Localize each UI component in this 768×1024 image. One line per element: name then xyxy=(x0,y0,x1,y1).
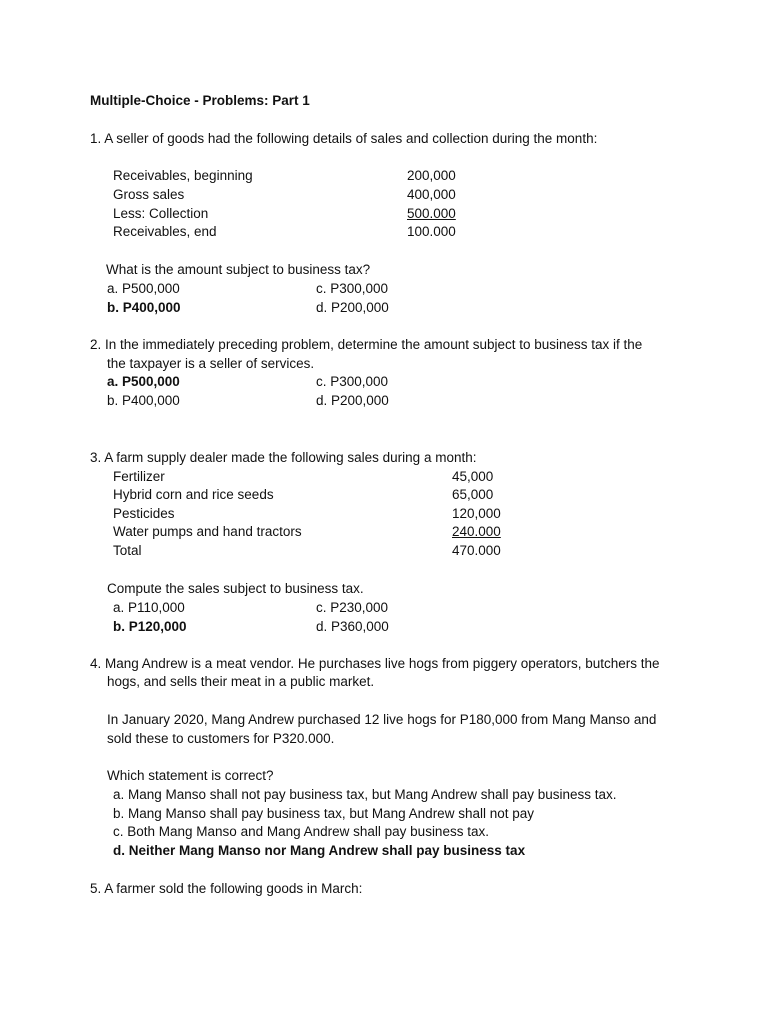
q3-row-label: Fertilizer xyxy=(113,469,165,484)
q4-para-line2: sold these to customers for P320.000. xyxy=(107,731,335,746)
q4-choice-b: b. Mang Manso shall pay business tax, but Mang Andrew shall not pay xyxy=(113,806,534,821)
q4-stem-line2: hogs, and sells their meat in a public market. xyxy=(107,674,375,689)
q4-choice-c: c. Both Mang Manso and Mang Andrew shall pay business tax. xyxy=(113,824,489,839)
q2-stem-line1: 2. In the immediately preceding problem, determine the amount subject to business tax if the xyxy=(90,337,643,352)
q3-stem: 3. A farm supply dealer made the following sales during a month: xyxy=(90,450,477,465)
q1-choice-b-answer: b. P400,000 xyxy=(107,300,181,315)
q3-row-value: 65,000 xyxy=(452,487,494,502)
q3-choice-d: d. P360,000 xyxy=(316,619,389,634)
q3-choice-c: c. P230,000 xyxy=(316,600,389,615)
q3-row-label: Pesticides xyxy=(113,506,175,521)
q2-choice-a-answer: a. P500,000 xyxy=(107,374,180,389)
q2-choice-d: d. P200,000 xyxy=(316,393,389,408)
q3-row-value: 120,000 xyxy=(452,506,501,521)
q3-question: Compute the sales subject to business tax. xyxy=(107,581,364,596)
q3-row-value: 470.000 xyxy=(452,543,501,558)
q1-row-value: 100.000 xyxy=(407,224,456,239)
q5-stem: 5. A farmer sold the following goods in March: xyxy=(90,881,363,896)
q3-row-value: 240.000 xyxy=(452,524,501,539)
q1-choice-a: a. P500,000 xyxy=(107,281,180,296)
q1-stem: 1. A seller of goods had the following details of sales and collection during the month: xyxy=(90,131,598,146)
q3-row-label: Hybrid corn and rice seeds xyxy=(113,487,274,502)
q1-row-label: Receivables, end xyxy=(113,224,217,239)
q4-choice-a: a. Mang Manso shall not pay business tax, but Mang Andrew shall pay business tax. xyxy=(113,787,617,802)
q2-choice-c: c. P300,000 xyxy=(316,374,389,389)
q1-choice-d: d. P200,000 xyxy=(316,300,389,315)
page-title: Multiple-Choice - Problems: Part 1 xyxy=(90,93,310,108)
q4-stem-line1: 4. Mang Andrew is a meat vendor. He purchases live hogs from piggery operators, butchers the xyxy=(90,656,660,671)
q1-question: What is the amount subject to business tax? xyxy=(106,262,371,277)
q1-row-label: Receivables, beginning xyxy=(113,168,253,183)
q1-row-value: 400,000 xyxy=(407,187,456,202)
q1-choice-c: c. P300,000 xyxy=(316,281,389,296)
q4-para-line1: In January 2020, Mang Andrew purchased 12 live hogs for P180,000 from Mang Manso and xyxy=(107,712,657,727)
q4-choice-d-answer: d. Neither Mang Manso nor Mang Andrew shall pay business tax xyxy=(113,843,526,858)
q3-row-label: Total xyxy=(113,543,142,558)
q4-question: Which statement is correct? xyxy=(107,768,274,783)
q1-row-value: 500.000 xyxy=(407,206,456,221)
q3-row-label: Water pumps and hand tractors xyxy=(113,524,302,539)
q3-row-value: 45,000 xyxy=(452,469,494,484)
q2-stem-line2: the taxpayer is a seller of services. xyxy=(107,356,315,371)
q1-row-label: Less: Collection xyxy=(113,206,209,221)
q1-row-label: Gross sales xyxy=(113,187,185,202)
q2-choice-b: b. P400,000 xyxy=(107,393,180,408)
q1-row-value: 200,000 xyxy=(407,168,456,183)
q3-choice-a: a. P110,000 xyxy=(113,600,185,615)
q3-choice-b-answer: b. P120,000 xyxy=(113,619,187,634)
